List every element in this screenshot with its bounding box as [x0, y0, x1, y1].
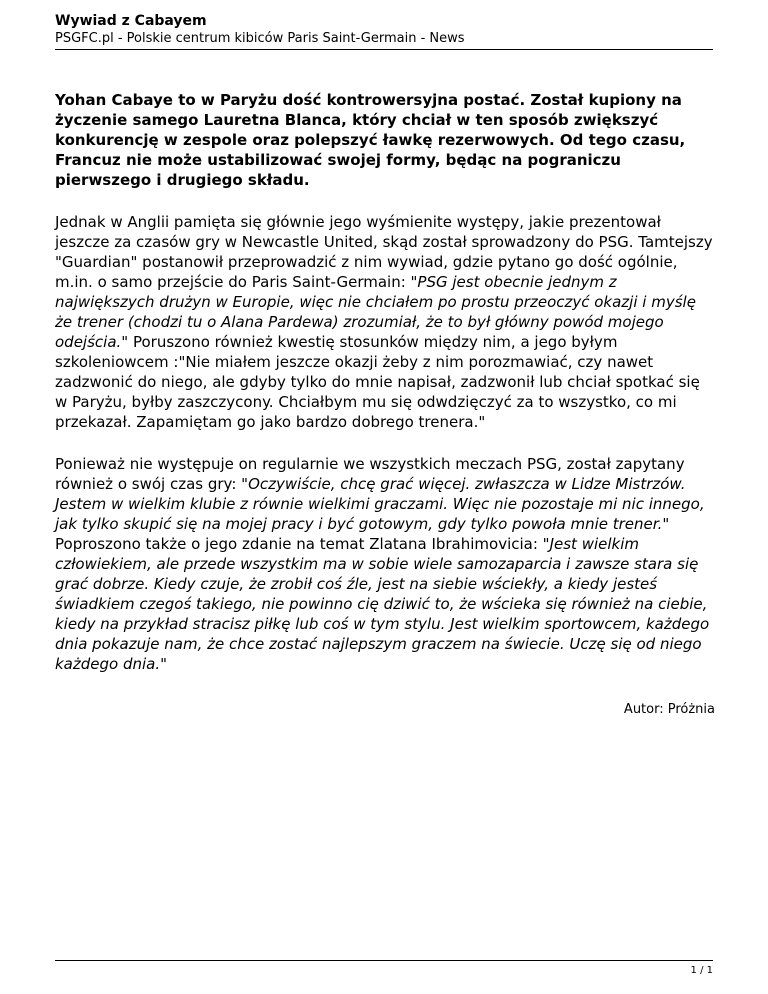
- article-paragraph-1: [55, 212, 715, 432]
- paragraph-2-text-b: " Poproszono także o jego zdanie na temat Zlatana Ibrahimovicia: ": [55, 515, 670, 553]
- paragraph-1-text-a: Jednak w Anglii pamięta się głównie jego wyśmienite występy, jakie prezentował jeszcze za czasów gry w Newcastle United, skąd został sprowadzony do PSG. Tamtejszy "Guardian" postanowił przeprowadzić z nim wywiad, gdzie pytano go dość ogólnie, m.in. o samo przejście do Paris Saint-Germain: ": [55, 213, 713, 291]
- paragraph-2-quote-2: Jest wielkim człowiekiem, ale przede wszystkim ma w sobie wiele samozaparcia i zawsze stara się grać dobrze. Kiedy czuje, że zrobił coś źle, jest na siebie wściekły, a kiedy jesteś świadkiem czegoś takiego, nie powinno cię dziwić to, że wścieka się również na ciebie, kiedy na przykład stracisz piłkę lub coś w tym stylu. Jest wielkim sportowcem, każdego dnia pokazuje nam, że chce zostać najlepszym graczem na świecie. Uczę się od niego każdego dnia.: [55, 535, 710, 673]
- article-paragraph-2: [55, 454, 715, 674]
- article-author: Autor: Próżnia: [623, 702, 715, 717]
- header-divider: [55, 49, 713, 50]
- article-lead: Yohan Cabaye to w Paryżu dość kontrowersyjna postać. Został kupiony na życzenie samego Lauretna Blanca, który chciał w ten sposób zwiększyć konkurencję w zespole oraz polepszyć ławkę rezerwowych. Od tego czasu, Francuz nie może ustabilizować swojej formy, będąc na pograniczu pierwszego i drugiego składu.: [55, 91, 686, 189]
- paragraph-1-text-b: " Poruszono również kwestię stosunków między nim, a jego byłym szkoleniowcem :"Nie miałem jeszcze okazji żeby z nim porozmawiać, czy nawet zadzwonić do niego, ale gdyby tylko do mnie napisał, zadzwonił lub chciał spotkać się w Paryżu, byłby zaszczycony. Chciałbym mu się odwdzięczyć za to wszystko, co mi przekazał. Zapamiętam go jako bardzo dobrego trenera.": [55, 333, 700, 431]
- paragraph-2-text-c: ": [160, 655, 168, 673]
- document-subtitle: PSGFC.pl - Polskie centrum kibiców Paris Saint-Germain - News: [55, 31, 465, 46]
- footer-divider: [55, 960, 713, 961]
- document-header: [55, 12, 713, 47]
- document-title: Wywiad z Cabayem: [55, 13, 207, 29]
- paragraph-2-quote-1: Oczywiście, chcę grać więcej. zwłaszcza w Lidze Mistrzów. Jestem w wielkim klubie z równie wielkimi graczami. Więc nie pozostaje mi nic innego, jak tylko skupić się na mojej pracy i być gotowym, gdy tylko powoła mnie trener.: [55, 475, 705, 533]
- article-body: [55, 90, 715, 720]
- page-number: 1 / 1: [690, 965, 713, 976]
- paragraph-2-text-a: Ponieważ nie występuje on regularnie we wszystkich meczach PSG, został zapytany również o swój czas gry: ": [55, 455, 685, 493]
- paragraph-1-quote: PSG jest obecnie jednym z największych drużyn w Europie, więc nie chciałem po prostu przeoczyć okazji i myślę że trener (chodzi tu o Alana Pardewa) zrozumiał, że to był główny powód mojego odejścia.: [55, 273, 696, 351]
